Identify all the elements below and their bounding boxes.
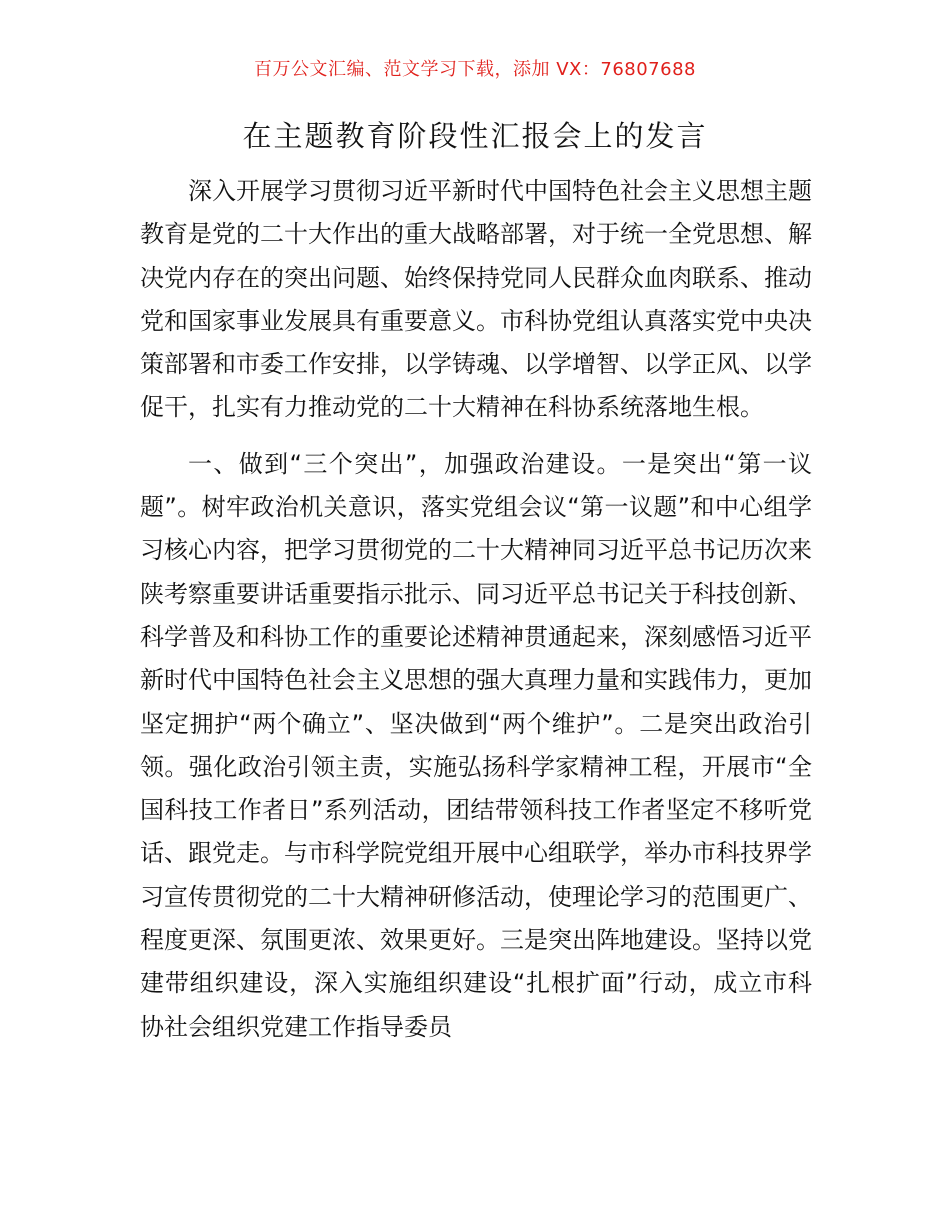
document-body	[140, 170, 812, 1049]
paragraph-section-one: 一、做到“三个突出”，加强政治建设。一是突出“第一议题”。树牢政治机关意识，落实党组会议“第一议题”和中心组学习核心内容，把学习贯彻党的二十大精神同习近平总书记历次来陕考察重要讲话重要指示批示、同习近平总书记关于科技创新、科学普及和科协工作的重要论述精神贯通起来，深刻感悟习近平新时代中国特色社会主义思想的强大真理力量和实践伟力，更加坚定拥护“两个确立”、坚决做到“两个维护”。二是突出政治引领。强化政治引领主责，实施弘扬科学家精神工程，开展市“全国科技工作者日”系列活动，团结带领科技工作者坚定不移听党话、跟党走。与市科学院党组开展中心组联学，举办市科技界学习宣传贯彻党的二十大精神研修活动，使理论学习的范围更广、程度更深、氛围更浓、效果更好。三是突出阵地建设。坚持以党建带组织建设，深入实施组织建设“扎根扩面”行动，成立市科协社会组织党建工作指导委员	[140, 449, 812, 1041]
paragraph-intro: 深入开展学习贯彻习近平新时代中国特色社会主义思想主题教育是党的二十大作出的重大战略部署，对于统一全党思想、解决党内存在的突出问题、始终保持党同人民群众血肉联系、推动党和国家事业发展具有重要意义。市科协党组认真落实党中央决策部署和市委工作安排，以学铸魂、以学增智、以学正风、以学促干，扎实有力推动党的二十大精神在科协系统落地生根。	[140, 177, 812, 422]
header-note: 百万公文汇编、范文学习下载，添加 VX：76807688	[254, 59, 696, 80]
document-title: 在主题教育阶段性汇报会上的发言	[242, 119, 708, 153]
